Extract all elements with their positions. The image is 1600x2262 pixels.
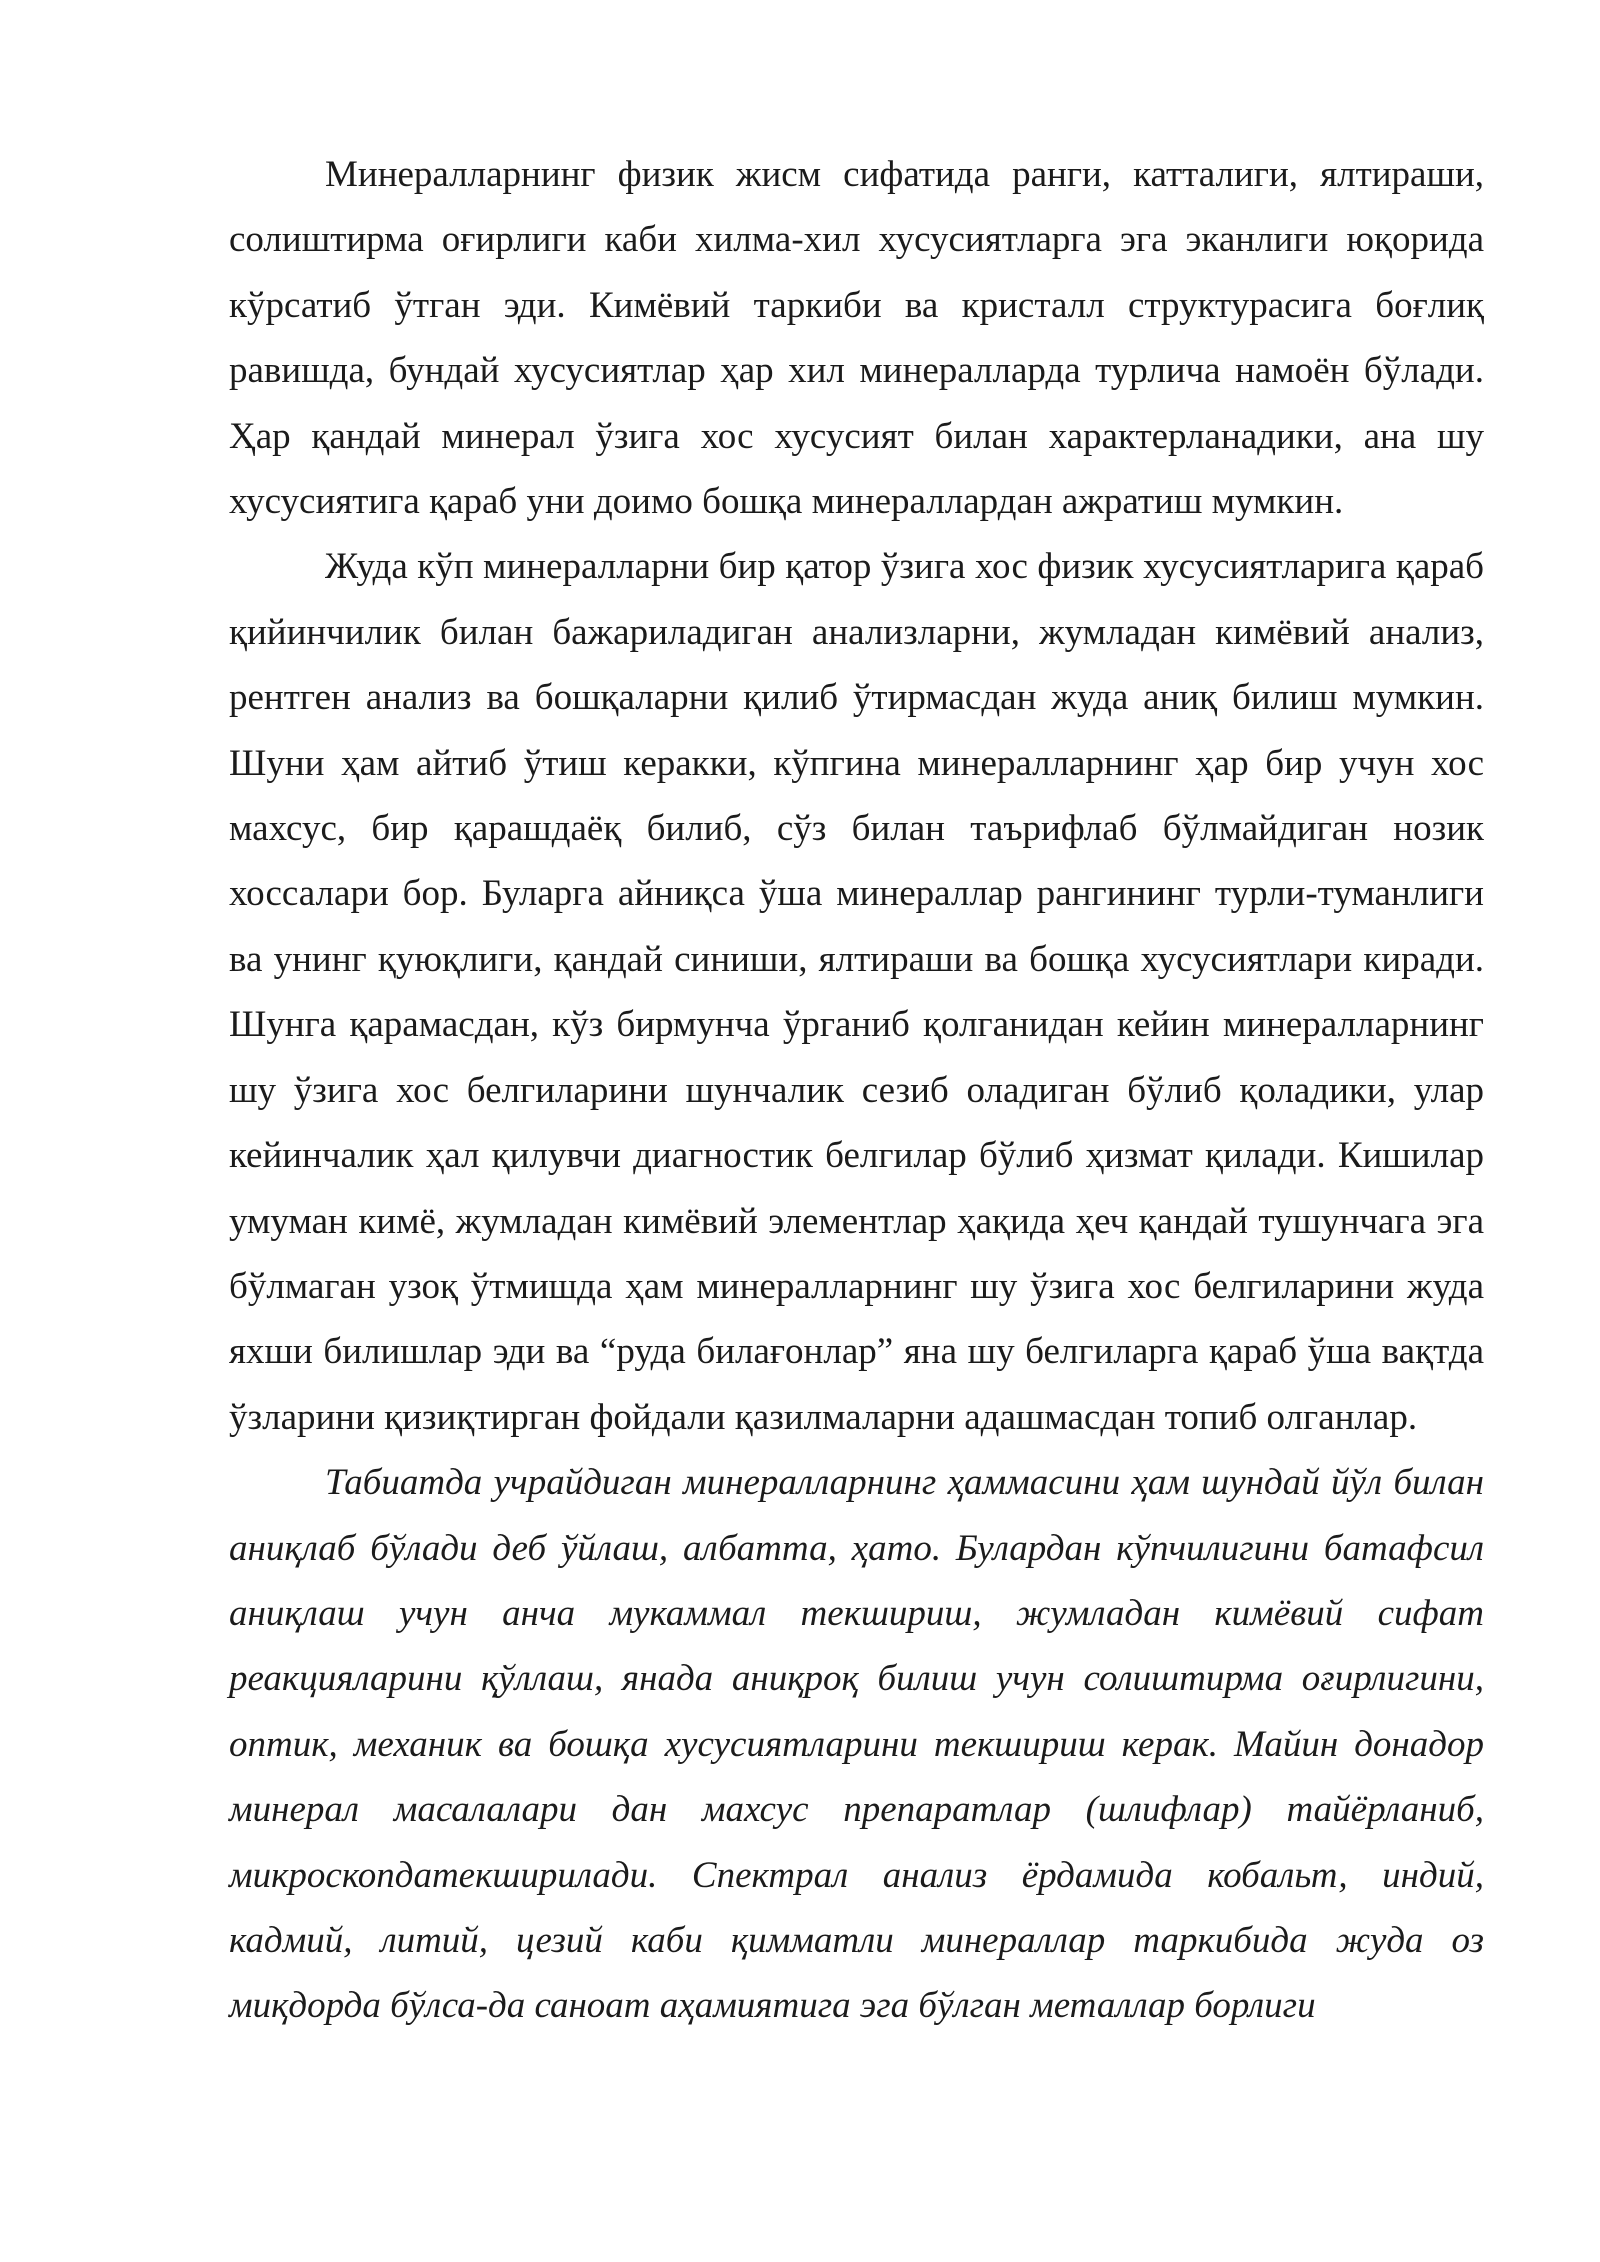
paragraph-2: Жуда кўп минералларни бир қатор ўзига хос физик хусусиятларига қараб қийинчилик билан бажариладиган анализларни, жумладан кимёвий анализ, рентген анализ ва бошқаларни қилиб ўтирмасдан жуда аниқ билиш мумкин. Шуни ҳам айтиб ўтиш керакки, кўпгина минералларнинг ҳар бир учун хос махсус, бир қарашдаёқ билиб, сўз билан таърифлаб бўлмайдиган нозик хоссалари бор. Буларга айниқса ўша минераллар рангининг турли-туманлиги ва унинг қуюқлиги, қандай синиши, ялтираши ва бошқа хусусиятлари киради. Шунга қарамасдан, кўз бирмунча ўрганиб қолганидан кейин минералларнинг шу ўзига хос белгиларини шунчалик сезиб оладиган бўлиб қоладики, улар кейинчалик ҳал қилувчи диагностик белгилар бўлиб ҳизмат қилади. Кишилар умуман кимё, жумладан кимёвий элементлар ҳақида ҳеч қандай тушунчага эга бўлмаган узоқ ўтмишда ҳам минералларнинг шу ўзига хос белгиларини жуда яхши билишлар эди ва “руда билағонлар” яна шу белгиларга қараб ўша вақтда ўзларини қизиқтирган фойдали қазилмаларни адашмасдан топиб олганлар. <box>229 546 1484 1438</box>
document-body <box>229 142 1484 2039</box>
paragraph-1: Минералларнинг физик жисм сифатида ранги, катталиги, ялтираши, солиштирма оғирлиги каби хилма-хил хусусиятларга эга эканлиги юқорида кўрсатиб ўтган эди. Кимёвий таркиби ва кристалл структурасига боғлиқ равишда, бундай хусусиятлар ҳар хил минералларда турлича намоён бўлади. Ҳар қандай минерал ўзига хос хусусият билан характерланадики, ана шу хусусиятига қараб уни доимо бошқа минераллардан ажратиш мумкин. <box>229 154 1484 523</box>
paragraph-3-italic: Табиатда учрайдиган минералларнинг ҳаммасини ҳам шундай йўл билан аниқлаб бўлади деб ўйлаш, албатта, ҳато. Булардан кўпчилигини батафсил аниқлаш учун анча мукаммал текшириш, жумладан кимёвий сифат реакцияларини қўллаш, янада аниқроқ билиш учун солиштирма оғирлигини, оптик, механик ва бошқа хусусиятларини текшириш керак. Майин донадор минерал масалалари дан махсус препаратлар (шлифлар) тайёрланиб, микроскопдатекширилади. Спектрал анализ ёрдамида кобальт, индий, кадмий, литий, цезий каби қимматли минераллар таркибида жуда оз миқдорда бўлса-да саноат аҳамиятига эга бўлган металлар борлиги <box>229 1462 1484 2027</box>
